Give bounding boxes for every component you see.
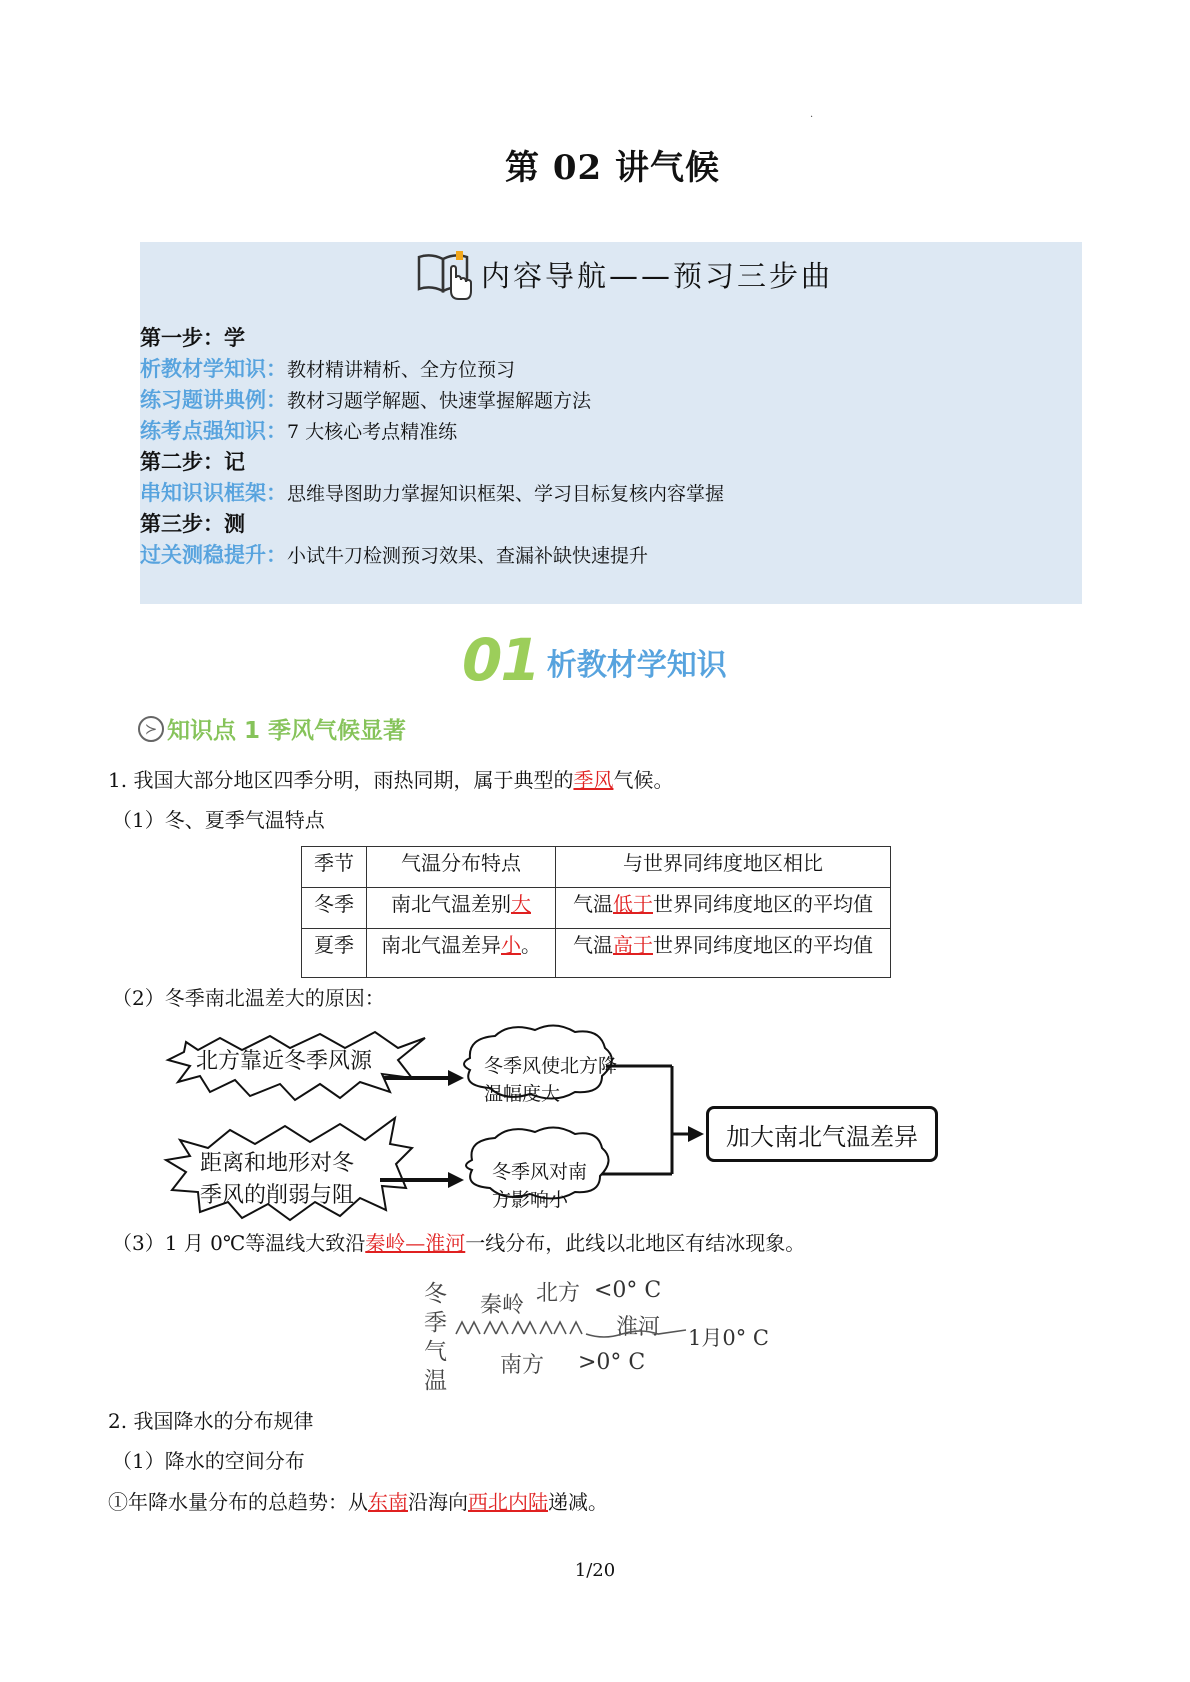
table-cell: 气温低于世界同纬度地区的平均值 <box>556 888 891 929</box>
paragraph-2: 2. 我国降水的分布规律 <box>108 1409 314 1433</box>
table-header-cell: 季节 <box>302 847 367 888</box>
effect-1-text-line-1: 冬季风使北方降 <box>484 1055 618 1077</box>
table-cell: 冬季 <box>302 888 367 929</box>
section-title: 析教材学知识 <box>546 648 727 683</box>
effect-1-text-line-2: 温幅度大 <box>484 1083 561 1105</box>
arrow-circle-icon: ≻ <box>138 716 164 742</box>
section-number: 01 <box>462 626 539 694</box>
knowledge-point-title: 知识点 1 季风气候显著 <box>167 718 407 744</box>
temperature-table <box>301 846 891 978</box>
paragraph-2-2: ①年降水量分布的总趋势：从东南沿海向西北内陆递减。 <box>108 1490 608 1514</box>
book-pointer-icon <box>415 247 475 301</box>
nav-heading <box>415 244 833 304</box>
nav-item-2: 练习题讲典例：教材习题学解题、快速掌握解题方法 <box>140 388 592 412</box>
cause-1-text: 北方靠近冬季风源 <box>196 1049 373 1074</box>
nav-step-3: 第三步：测 <box>140 512 245 536</box>
table-header-cell: 与世界同纬度地区相比 <box>556 847 891 888</box>
south-label: 南方 <box>500 1353 545 1378</box>
effect-2-text-line-2: 方影响小 <box>492 1189 569 1211</box>
nav-item-1: 析教材学知识：教材精讲精析、全方位预习 <box>140 357 516 381</box>
cause-2-text-line-1: 距离和地形对冬 <box>200 1151 355 1176</box>
table-header-row <box>302 847 891 888</box>
table-cell: 夏季 <box>302 929 367 978</box>
nav-item-4: 串知识识框架：思维导图助力掌握知识框架、学习目标复核内容掌握 <box>140 481 725 505</box>
south-temp-label: >0° C <box>578 1350 646 1375</box>
huaihe-label: 淮河 <box>616 1315 661 1340</box>
knowledge-point-heading <box>138 712 406 745</box>
mountain-river-line <box>454 1316 694 1346</box>
qinling-label: 秦岭 <box>480 1293 525 1318</box>
decorative-dot: · <box>810 112 814 123</box>
north-label: 北方 <box>536 1281 581 1306</box>
table-header-cell: 气温分布特点 <box>367 847 556 888</box>
table-cell: 南北气温差别大 <box>367 888 556 929</box>
nav-step-2: 第二步：记 <box>140 450 245 474</box>
result-box: 加大南北气温差异 <box>706 1106 938 1162</box>
paragraph-1-1: （1）冬、夏季气温特点 <box>112 808 325 832</box>
nav-heading-text: 内容导航——预习三步曲 <box>481 258 834 293</box>
section-heading <box>462 626 727 694</box>
paragraph-1-3: （3）1 月 0℃等温线大致沿秦岭—淮河一线分布，此线以北地区有结冰现象。 <box>112 1231 806 1255</box>
north-temp-label: <0° C <box>594 1278 662 1303</box>
nav-step-1: 第一步：学 <box>140 326 245 350</box>
table-cell: 气温高于世界同纬度地区的平均值 <box>556 929 891 978</box>
table-cell: 南北气温差异小。 <box>367 929 556 978</box>
winter-temperature-label: 冬 季 气 温 <box>424 1281 447 1394</box>
table-row <box>302 888 891 929</box>
page-number: 1/20 <box>574 1560 616 1581</box>
nav-item-3: 练考点强知识：7 大核心考点精准练 <box>140 419 458 443</box>
cause-2-text-line-2: 季风的削弱与阻 <box>200 1183 355 1208</box>
nav-item-5: 过关测稳提升：小试牛刀检测预习效果、查漏补缺快速提升 <box>140 543 649 567</box>
effect-2-text-line-1: 冬季风对南 <box>492 1161 588 1183</box>
table-row <box>302 929 891 978</box>
isotherm-label: 1月0° C <box>688 1326 769 1350</box>
paragraph-2-1: （1）降水的空间分布 <box>112 1449 305 1473</box>
paragraph-1: 1. 我国大部分地区四季分明，雨热同期，属于典型的季风气候。 <box>108 768 674 792</box>
paragraph-1-2: （2）冬季南北温差大的原因： <box>112 986 385 1010</box>
page-title: 第 02 讲气候 <box>505 148 720 188</box>
